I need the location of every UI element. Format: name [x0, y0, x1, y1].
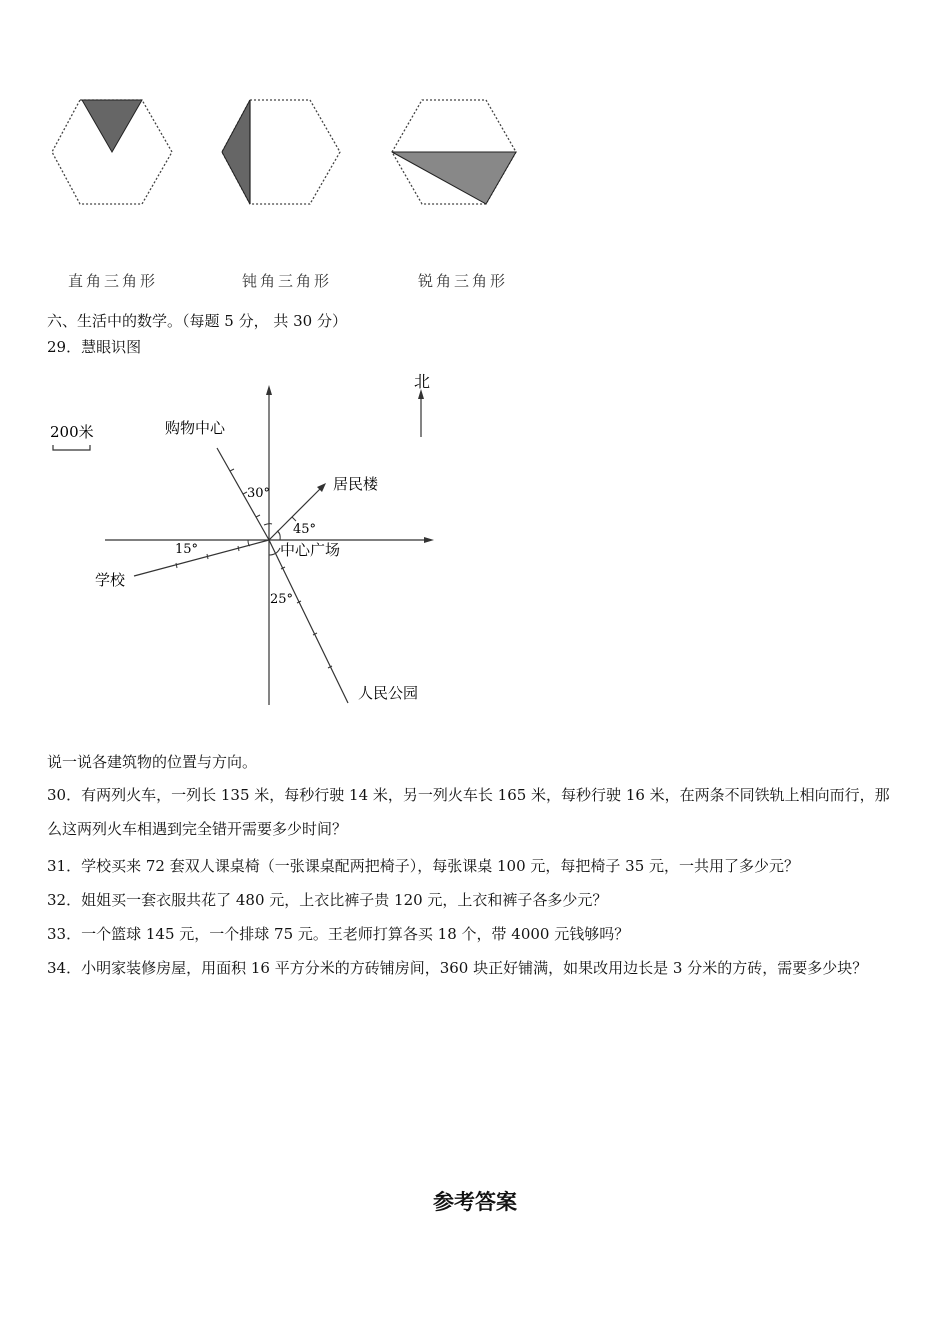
- section-six-heading: 六、生活中的数学。（每题 5 分， 共 30 分）: [47, 312, 347, 330]
- hexagon-acute-triangle: [392, 100, 516, 204]
- angle-school: 15°: [175, 542, 199, 557]
- scale-bar: [53, 445, 90, 450]
- angle-shopping: 30°: [247, 486, 271, 501]
- hexagon-label-right: 直角三角形: [68, 272, 159, 290]
- angle-residential: 45°: [293, 522, 317, 537]
- label-center: 中心广场: [280, 541, 341, 559]
- label-residential: 居民楼: [333, 475, 379, 493]
- ray-park: [269, 540, 348, 703]
- hexagon-label-obtuse: 钝角三角形: [242, 272, 333, 290]
- answer-section-title: 参考答案: [433, 1190, 517, 1214]
- label-park: 人民公园: [358, 684, 419, 702]
- question-30: 30．有两列火车，一列长 135 米，每秒行驶 14 米，另一列火车长 165 米，每秒行驶 16 米，在两条不同铁轨上相向而行，那么这两列火车相遇到完全错开需要多少时间？: [47, 786, 890, 838]
- hexagon-right-triangle: [52, 100, 172, 204]
- hexagon-obtuse-triangle: [222, 100, 340, 204]
- hexagon-figures: [40, 92, 540, 217]
- north-label: 北: [414, 372, 431, 391]
- question-31: 31．学校买来 72 套双人课桌椅（一张课桌配两把椅子），每张课桌 100 元，每把椅子 35 元，一共用了多少元？: [47, 857, 800, 875]
- label-shopping: 购物中心: [165, 419, 226, 437]
- hexagon-label-acute: 锐角三角形: [418, 272, 509, 290]
- question-34: 34．小明家装修房屋，用面积 16 平方分米的方砖铺房间，360 块正好铺满，如果改用边长是 3 分米的方砖，需要多少块？: [47, 959, 868, 977]
- angle-park: 25°: [270, 592, 294, 607]
- q29-title: 29．慧眼识图: [47, 338, 142, 356]
- question-33: 33．一个篮球 145 元，一个排球 75 元。王老师打算各买 18 个，带 4000 元钱够吗？: [47, 925, 630, 943]
- scale-label: 200米: [50, 423, 94, 441]
- label-school: 学校: [95, 571, 126, 589]
- q29-prompt: 说一说各建筑物的位置与方向。: [47, 753, 258, 771]
- direction-diagram: [40, 365, 460, 715]
- question-32: 32．姐姐买一套衣服共花了 480 元，上衣比裤子贵 120 元，上衣和裤子各多少元？: [47, 891, 608, 909]
